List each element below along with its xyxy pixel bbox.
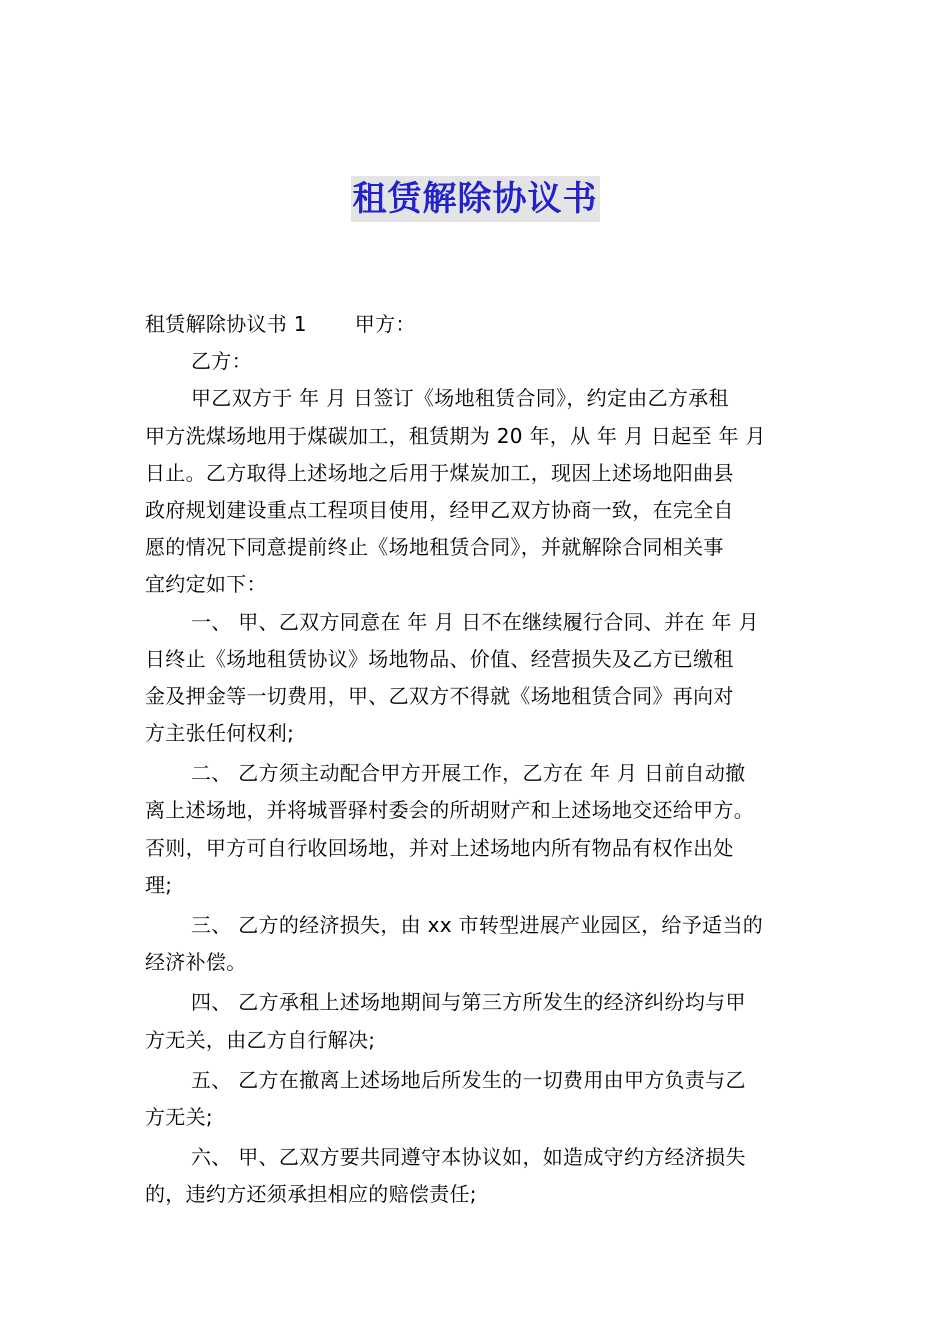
clause-line: 离上述场地，并将城晋驿村委会的所胡财产和上述场地交还给甲方。 xyxy=(145,798,754,823)
paragraph-line: 愿的情况下同意提前终止《场地租赁合同》，并就解除合同相关事 xyxy=(145,535,724,560)
clause-line: 方无关; xyxy=(145,1104,213,1129)
document-body xyxy=(145,306,807,1214)
clause-line: 否则，甲方可自行收回场地，并对上述场地内所有物品有权作出处 xyxy=(145,835,734,860)
heading-line xyxy=(145,306,807,343)
clause-line: 三、 乙方的经济损失，由 xx 市转型进展产业园区，给予适当的 xyxy=(191,913,764,937)
clause-line: 方主张任何权利; xyxy=(145,721,295,746)
clause-line: 五、 乙方在撤离上述场地后所发生的一切费用由甲方负责与乙 xyxy=(191,1067,746,1092)
clause-line: 六、 甲、乙双方要共同遵守本协议如，如造成守约方经济损失 xyxy=(191,1145,746,1170)
document-title: 租赁解除协议书 xyxy=(351,176,600,222)
clause-line: 金及押金等一切费用，甲、乙双方不得就《场地租赁合同》再向对 xyxy=(145,683,734,708)
clause-line: 四、 乙方承租上述场地期间与第三方所发生的经济纠纷均与甲 xyxy=(191,990,746,1015)
paragraph-line: 宜约定如下： xyxy=(145,572,267,597)
party-b-label: 乙方： xyxy=(191,349,252,374)
paragraph-line: 甲乙双方于 年 月 日签订《场地租赁合同》，约定由乙方承租 xyxy=(191,386,729,411)
clause-line: 方无关，由乙方自行解决; xyxy=(145,1027,376,1052)
clause-line: 经济补偿。 xyxy=(145,950,247,975)
clause-line: 的，违约方还须承担相应的赔偿责任; xyxy=(145,1182,477,1207)
agreement-number: 租赁解除协议书 1 xyxy=(145,312,307,336)
title-container xyxy=(0,176,950,222)
paragraph-line: 甲方洗煤场地用于煤碳加工，租赁期为 20 年，从 年 月 日起至 年 月 xyxy=(145,423,766,448)
party-a-label: 甲方： xyxy=(354,312,416,336)
clause-line: 二、 乙方须主动配合甲方开展工作，乙方在 年 月 日前自动撤 xyxy=(191,761,746,786)
paragraph-line: 政府规划建设重点工程项目使用，经甲乙双方协商一致，在完全自 xyxy=(145,497,734,522)
paragraph-line: 日止。乙方取得上述场地之后用于煤炭加工，现因上述场地阳曲县 xyxy=(145,460,734,485)
clause-line: 一、 甲、乙双方同意在 年 月 日不在继续履行合同、并在 年 月 xyxy=(191,609,759,634)
clause-line: 理; xyxy=(145,872,173,897)
clause-line: 日终止《场地租赁协议》场地物品、价值、经营损失及乙方已缴租 xyxy=(145,646,734,671)
